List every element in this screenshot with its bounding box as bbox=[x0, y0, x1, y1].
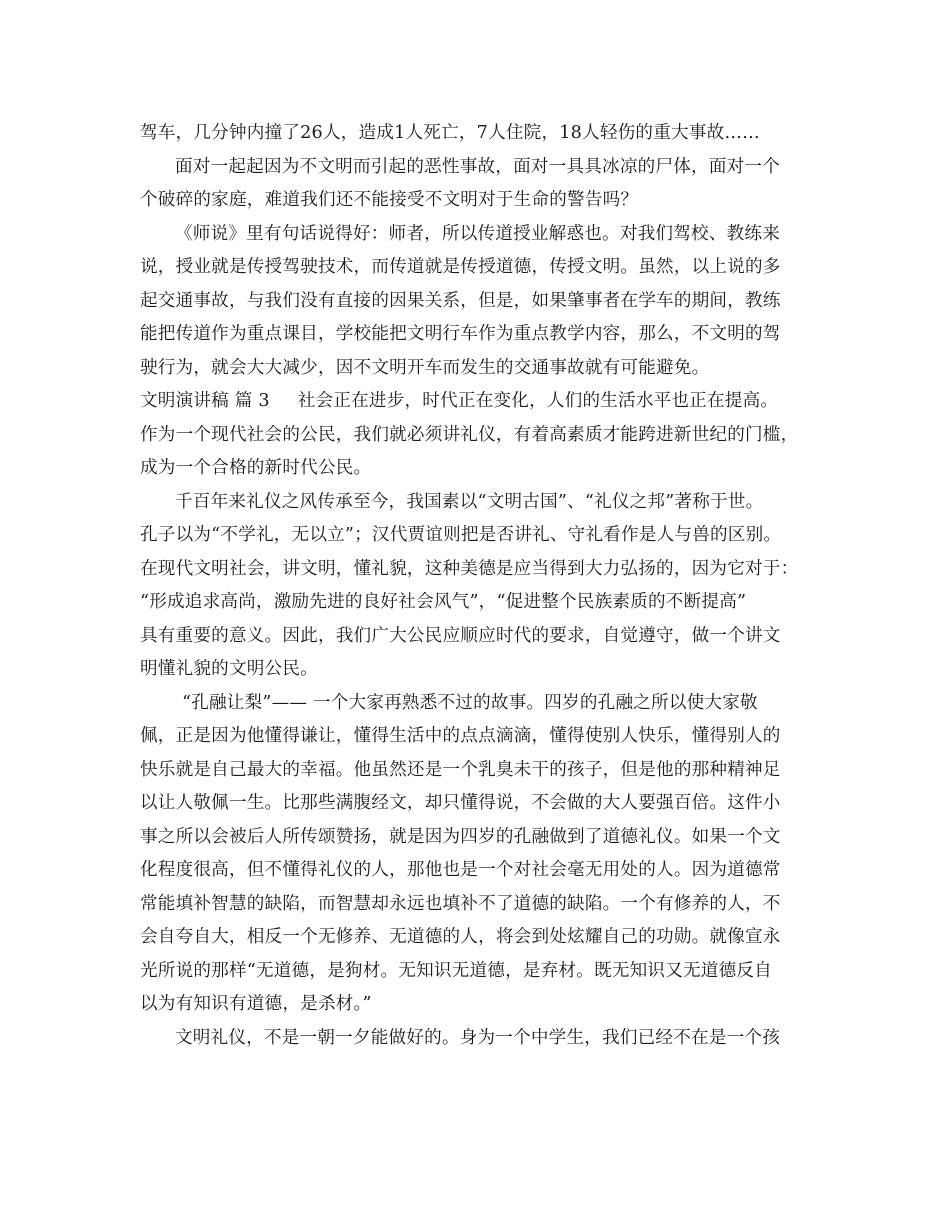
text-line: 文明礼仪，不是一朝一夕能做好的。身为一个中学生，我们已经不在是一个孩 bbox=[175, 1027, 780, 1048]
text-line: 会自夸自大，相反一个无修养、无道德的人，将会到处炫耀自己的功勋。就像宣永 bbox=[140, 927, 781, 947]
text-line: 具有重要的意义。因此，我们广大公民应顺应时代的要求，自觉遵守，做一个讲文 bbox=[140, 625, 781, 646]
text-line: 光所说的那样“无道德，是狗材。无知识无道德，是弃材。既无知识又无道德反自 bbox=[140, 960, 772, 981]
text-line: 面对一起起因为不文明而引起的恶性事故，面对一具具冰凉的尸体，面对一个 bbox=[175, 156, 780, 177]
text-line: 成为一个合格的新时代公民。 bbox=[140, 458, 372, 478]
text-line: 在现代文明社会，讲文明，懂礼貌，这种美德是应当得到大力弘扬的，因为它对于： bbox=[140, 558, 799, 579]
text-line: 快乐就是自己最大的幸福。他虽然还是一个乳臭未干的孩子，但是他的那种精神足 bbox=[140, 759, 781, 780]
text-line: 化程度很高，但不懂得礼仪的人，那他也是一个对社会毫无用处的人。因为道德常 bbox=[140, 860, 781, 880]
text-line: 驾车，几分钟内撞了26人，造成1人死亡，7人住院，18人轻伤的重大事故…… bbox=[140, 123, 760, 143]
text-line: “形成追求高尚，激励先进的良好社会风气”，“促进整个民族素质的不断提高” bbox=[140, 592, 747, 612]
text-line: 能把传道作为重点课目，学校能把文明行车作为重点教学内容，那么，不文明的驾 bbox=[140, 324, 781, 344]
section-title: 文明演讲稿 篇 3 bbox=[140, 391, 270, 411]
text-line: 以让人敬佩一生。比那些满腹经文，却只懂得说，不会做的大人要强百倍。这件小 bbox=[140, 793, 781, 813]
text-line: 佩，正是因为他懂得谦让，懂得生活中的点点滴滴，懂得使别人快乐，懂得别人的 bbox=[140, 726, 781, 746]
text-line: 驶行为，就会大大减少，因不文明开车而发生的交通事故就有可能避免。 bbox=[140, 357, 710, 378]
text-line: 起交通事故，与我们没有直接的因果关系，但是，如果肇事者在学车的期间，教练 bbox=[140, 290, 781, 311]
text-line: 《师说》里有句话说得好：师者，所以传道授业解惑也。对我们驾校、教练来 bbox=[175, 223, 780, 244]
document-body bbox=[140, 117, 820, 1055]
text-line: 说，授业就是传授驾驶技术，而传道就是传授道德，传授文明。虽然，以上说的多 bbox=[140, 257, 781, 277]
text-line: 以为有知识有道德，是杀材。” bbox=[140, 994, 372, 1014]
text-line: 个破碎的家庭，难道我们还不能接受不文明对于生命的警告吗？ bbox=[140, 190, 639, 210]
text-line: 事之所以会被后人所传颂赞扬，就是因为四岁的孔融做到了道德礼仪。如果一个文 bbox=[140, 826, 781, 847]
text-line: 孔子以为“不学礼，无以立”；汉代贾谊则把是否讲礼、守礼看作是人与兽的区别。 bbox=[140, 525, 782, 545]
text-line: 千百年来礼仪之风传承至今，我国素以“文明古国”、“礼仪之邦”著称于世。 bbox=[175, 491, 764, 512]
text-line: 社会正在进步，时代正在变化，人们的生活水平也正在提高。 bbox=[297, 391, 779, 411]
text-line: “孔融让梨”—— 一个大家再熟悉不过的故事。四岁的孔融之所以使大家敬 bbox=[182, 692, 758, 713]
text-line: 常能填补智慧的缺陷，而智慧却永远也填补不了道德的缺陷。一个有修养的人，不 bbox=[140, 893, 781, 914]
text-line: 明懂礼貌的文明公民。 bbox=[140, 659, 318, 679]
section-heading-line bbox=[140, 385, 820, 419]
text-line: 作为一个现代社会的公民，我们就必须讲礼仪，有着高素质才能跨进新世纪的门槛， bbox=[140, 424, 799, 445]
